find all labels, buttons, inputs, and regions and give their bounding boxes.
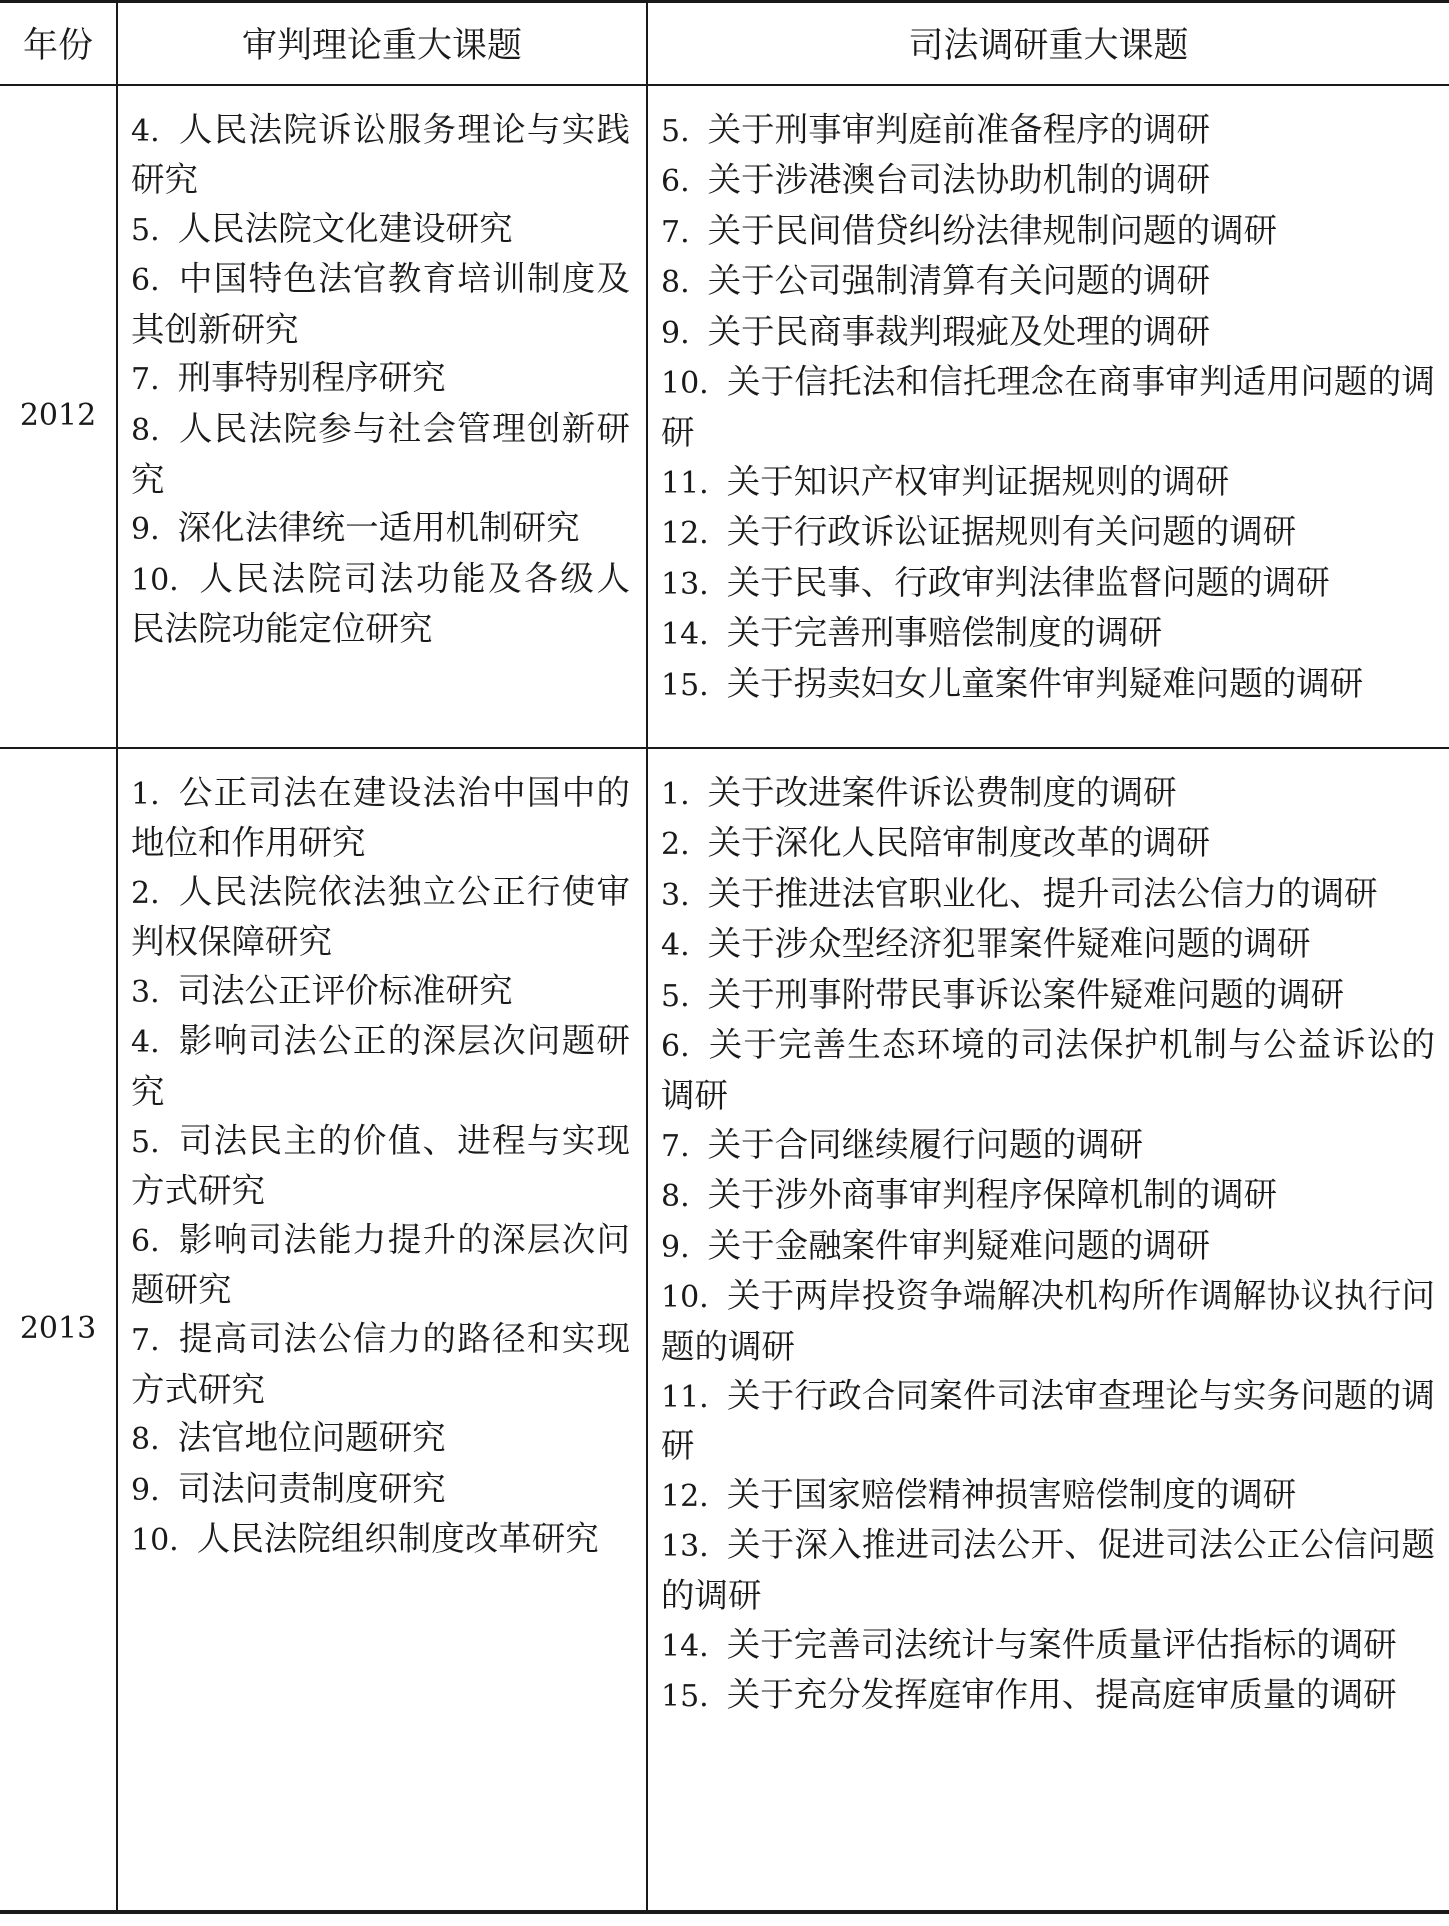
list-item (661, 308, 1435, 359)
list-item (661, 1021, 1435, 1120)
item-text: 关于行政合同案件司法审查理论与实务问题的调研 (661, 1375, 1435, 1466)
item-text: 关于行政诉讼证据规则有关问题的调研 (726, 512, 1297, 552)
item-text: 关于拐卖妇女儿童案件审判疑难问题的调研 (726, 664, 1364, 704)
item-text: 关于改进案件诉讼费制度的调研 (707, 772, 1177, 812)
list-item (131, 1515, 632, 1566)
item-number: 3. (131, 974, 160, 1010)
item-number: 11. (661, 1379, 709, 1415)
item-number: 14. (661, 1628, 709, 1664)
item-number: 7. (131, 1323, 160, 1359)
item-number: 5. (131, 1124, 160, 1160)
item-text: 人民法院诉讼服务理论与实践研究 (131, 109, 630, 200)
list-item (661, 660, 1435, 711)
item-text: 关于国家赔偿精神损害赔偿制度的调研 (726, 1474, 1297, 1514)
item-number: 15. (661, 668, 709, 704)
item-text: 关于两岸投资争端解决机构所作调解协议执行问题的调研 (661, 1276, 1435, 1367)
list-item (661, 1471, 1435, 1522)
list-item (661, 870, 1435, 921)
item-number: 6. (131, 263, 160, 299)
list-item (661, 458, 1435, 509)
list-item (661, 1222, 1435, 1273)
item-number: 15. (661, 1679, 709, 1715)
list-item (661, 1272, 1435, 1371)
item-text: 人民法院司法功能及各级人民法院功能定位研究 (131, 558, 630, 649)
item-text: 深化法律统一适用机制研究 (177, 508, 580, 548)
item-number: 14. (661, 617, 709, 653)
item-text: 关于民间借贷纠纷法律规制问题的调研 (707, 210, 1278, 250)
item-number: 12. (661, 1478, 709, 1514)
item-number: 11. (661, 465, 709, 501)
list-item (661, 920, 1435, 971)
list-item (661, 1372, 1435, 1471)
item-number: 8. (131, 413, 160, 449)
item-number: 5. (661, 978, 690, 1014)
list-item (661, 769, 1435, 820)
list-item (131, 106, 632, 205)
table-header-row (0, 2, 1449, 85)
item-text: 影响司法能力提升的深层次问题研究 (131, 1219, 630, 1310)
item-number: 8. (661, 265, 690, 301)
list-item (131, 555, 632, 654)
item-text: 人民法院文化建设研究 (177, 208, 513, 248)
item-number: 13. (661, 1529, 709, 1565)
item-number: 6. (661, 164, 690, 200)
list-item (131, 1117, 632, 1216)
list-item (661, 819, 1435, 870)
item-number: 8. (661, 1179, 690, 1215)
item-text: 关于涉众型经济犯罪案件疑难问题的调研 (707, 924, 1311, 964)
list-item (661, 1521, 1435, 1620)
item-number: 1. (661, 776, 690, 812)
list-item (661, 106, 1435, 157)
item-number: 8. (131, 1422, 160, 1458)
header-year: 年份 (0, 2, 117, 85)
list-item (661, 1671, 1435, 1722)
list-item (131, 1017, 632, 1116)
list-item (661, 971, 1435, 1022)
research-cell (647, 85, 1449, 748)
list-item (661, 1171, 1435, 1222)
list-item (661, 1121, 1435, 1172)
item-text: 关于完善司法统计与案件质量评估指标的调研 (726, 1624, 1397, 1664)
list-item (661, 609, 1435, 660)
table-row (0, 748, 1449, 1912)
item-text: 关于公司强制清算有关问题的调研 (707, 261, 1211, 301)
item-text: 人民法院依法独立公正行使审判权保障研究 (131, 871, 630, 962)
item-text: 影响司法公正的深层次问题研究 (131, 1021, 630, 1112)
item-number: 6. (131, 1223, 160, 1259)
item-text: 关于刑事审判庭前准备程序的调研 (707, 109, 1211, 149)
list-item (131, 405, 632, 504)
item-text: 公正司法在建设法治中国中的地位和作用研究 (131, 772, 630, 863)
item-text: 关于推进法官职业化、提升司法公信力的调研 (707, 873, 1378, 913)
item-number: 4. (661, 928, 690, 964)
item-text: 关于信托法和信托理念在商事审判适用问题的调研 (661, 362, 1435, 453)
list-item (131, 354, 632, 405)
list-item (661, 1621, 1435, 1672)
theory-cell (117, 85, 647, 748)
item-text: 司法民主的价值、进程与实现方式研究 (131, 1120, 630, 1211)
list-item (131, 205, 632, 256)
item-number: 12. (661, 516, 709, 552)
header-theory: 审判理论重大课题 (117, 2, 647, 85)
item-text: 人民法院参与社会管理创新研究 (131, 409, 630, 499)
item-text: 关于刑事附带民事诉讼案件疑难问题的调研 (707, 974, 1345, 1014)
item-text: 人民法院组织制度改革研究 (196, 1519, 599, 1559)
item-text: 关于充分发挥庭审作用、提高庭审质量的调研 (726, 1675, 1397, 1715)
list-item (131, 769, 632, 868)
item-number: 1. (131, 776, 160, 812)
item-text: 司法公正评价标准研究 (177, 970, 513, 1010)
list-item (131, 1414, 632, 1465)
item-number: 9. (131, 512, 160, 548)
item-text: 中国特色法官教育培训制度及其创新研究 (131, 259, 630, 349)
table-row (0, 85, 1449, 748)
year-cell: 2012 (0, 85, 117, 748)
list-item (131, 967, 632, 1018)
item-number: 3. (661, 877, 690, 913)
item-number: 2. (131, 875, 160, 911)
item-text: 关于涉外商事审判程序保障机制的调研 (707, 1175, 1278, 1215)
item-text: 关于完善生态环境的司法保护机制与公益诉讼的调研 (661, 1025, 1435, 1116)
item-number: 2. (661, 827, 690, 863)
item-text: 司法问责制度研究 (177, 1468, 446, 1508)
item-number: 7. (661, 1128, 690, 1164)
item-text: 刑事特别程序研究 (177, 358, 446, 398)
item-number: 10. (661, 366, 709, 402)
item-number: 4. (131, 113, 160, 149)
list-item (661, 156, 1435, 207)
item-text: 关于深化人民陪审制度改革的调研 (707, 823, 1211, 863)
list-item (131, 504, 632, 555)
item-number: 9. (661, 1229, 690, 1265)
research-cell (647, 748, 1449, 1912)
item-number: 5. (131, 212, 160, 248)
list-item (661, 257, 1435, 308)
item-number: 10. (131, 562, 179, 598)
list-item (661, 508, 1435, 559)
item-text: 关于合同继续履行问题的调研 (707, 1124, 1144, 1164)
item-number: 7. (131, 362, 160, 398)
item-number: 10. (661, 1280, 709, 1316)
list-item (661, 559, 1435, 610)
item-text: 关于深入推进司法公开、促进司法公正公信问题的调研 (661, 1525, 1435, 1615)
theory-cell (117, 748, 647, 1912)
list-item (661, 358, 1435, 457)
item-text: 关于完善刑事赔偿制度的调研 (726, 613, 1163, 653)
item-text: 关于金融案件审判疑难问题的调研 (707, 1225, 1211, 1265)
item-number: 13. (661, 566, 709, 602)
list-item (131, 1315, 632, 1414)
item-number: 4. (131, 1025, 160, 1061)
year-cell: 2013 (0, 748, 117, 1912)
list-item (131, 1465, 632, 1516)
item-number: 9. (661, 315, 690, 351)
item-number: 7. (661, 214, 690, 250)
item-number: 6. (661, 1029, 690, 1065)
list-item (131, 1216, 632, 1315)
item-number: 9. (131, 1472, 160, 1508)
item-text: 提高司法公信力的路径和实现方式研究 (131, 1319, 630, 1409)
item-text: 关于知识产权审判证据规则的调研 (726, 461, 1230, 501)
item-number: 5. (661, 113, 690, 149)
item-text: 关于涉港澳台司法协助机制的调研 (707, 160, 1211, 200)
item-text: 关于民事、行政审判法律监督问题的调研 (726, 562, 1330, 602)
list-item (131, 868, 632, 967)
list-item (661, 207, 1435, 258)
item-text: 关于民商事裁判瑕疵及处理的调研 (707, 311, 1211, 351)
list-item (131, 255, 632, 354)
header-research: 司法调研重大课题 (647, 2, 1449, 85)
item-number: 10. (131, 1523, 179, 1559)
item-text: 法官地位问题研究 (177, 1418, 446, 1458)
